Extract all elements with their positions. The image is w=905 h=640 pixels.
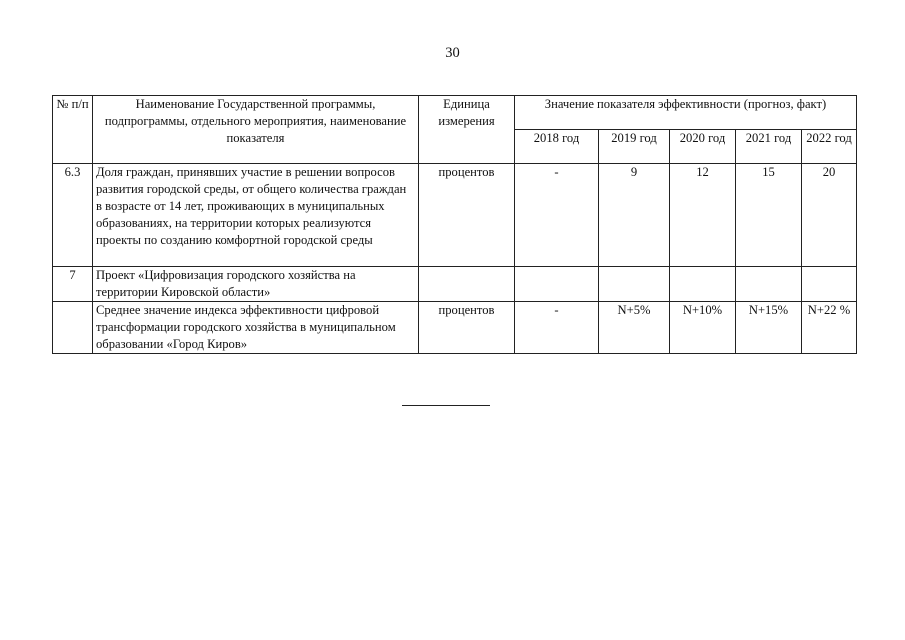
- row-value: [736, 267, 802, 302]
- row-value: N+5%: [599, 302, 670, 354]
- row-value: 15: [736, 164, 802, 267]
- header-year: 2018 год: [515, 130, 599, 164]
- end-of-table-rule: [402, 405, 490, 406]
- row-name: Проект «Цифровизация городского хозяйства на территории Кировской области»: [93, 267, 419, 302]
- row-unit: процентов: [419, 164, 515, 267]
- row-value: 12: [670, 164, 736, 267]
- row-num: [53, 302, 93, 354]
- row-num: 6.3: [53, 164, 93, 267]
- row-unit: [419, 267, 515, 302]
- table-row: [53, 267, 857, 302]
- row-value: N+15%: [736, 302, 802, 354]
- row-value: 20: [802, 164, 857, 267]
- header-name: Наименование Государственной программы, подпрограммы, отдельного мероприятия, наименование показателя: [93, 96, 419, 164]
- row-value: [802, 267, 857, 302]
- row-value: -: [515, 164, 599, 267]
- row-value: [599, 267, 670, 302]
- row-value: 9: [599, 164, 670, 267]
- row-value: [515, 267, 599, 302]
- header-value-group: Значение показателя эффективности (прогноз, факт): [515, 96, 857, 130]
- row-value: N+10%: [670, 302, 736, 354]
- header-year: 2020 год: [670, 130, 736, 164]
- row-name: Доля граждан, принявших участие в решении вопросов развития городской среды, от общего количества граждан в возрасте от 14 лет, проживающих в муниципальных образованиях, на территории которых реализуются проекты по созданию комфортной городской среды: [93, 164, 419, 267]
- row-unit: процентов: [419, 302, 515, 354]
- row-num: 7: [53, 267, 93, 302]
- header-year: 2022 год: [802, 130, 857, 164]
- header-year: 2021 год: [736, 130, 802, 164]
- row-value: -: [515, 302, 599, 354]
- page-number: 30: [445, 45, 460, 61]
- header-year: 2019 год: [599, 130, 670, 164]
- table-header-row: [53, 96, 857, 130]
- row-value: [670, 267, 736, 302]
- row-value: N+22 %: [802, 302, 857, 354]
- indicator-table: [52, 95, 857, 354]
- table-row: [53, 302, 857, 354]
- table-row: [53, 164, 857, 267]
- header-unit: Единица измерения: [419, 96, 515, 164]
- header-num: № п/п: [53, 96, 93, 164]
- row-name: Среднее значение индекса эффективности цифровой трансформации городского хозяйства в муниципальном образовании «Город Киров»: [93, 302, 419, 354]
